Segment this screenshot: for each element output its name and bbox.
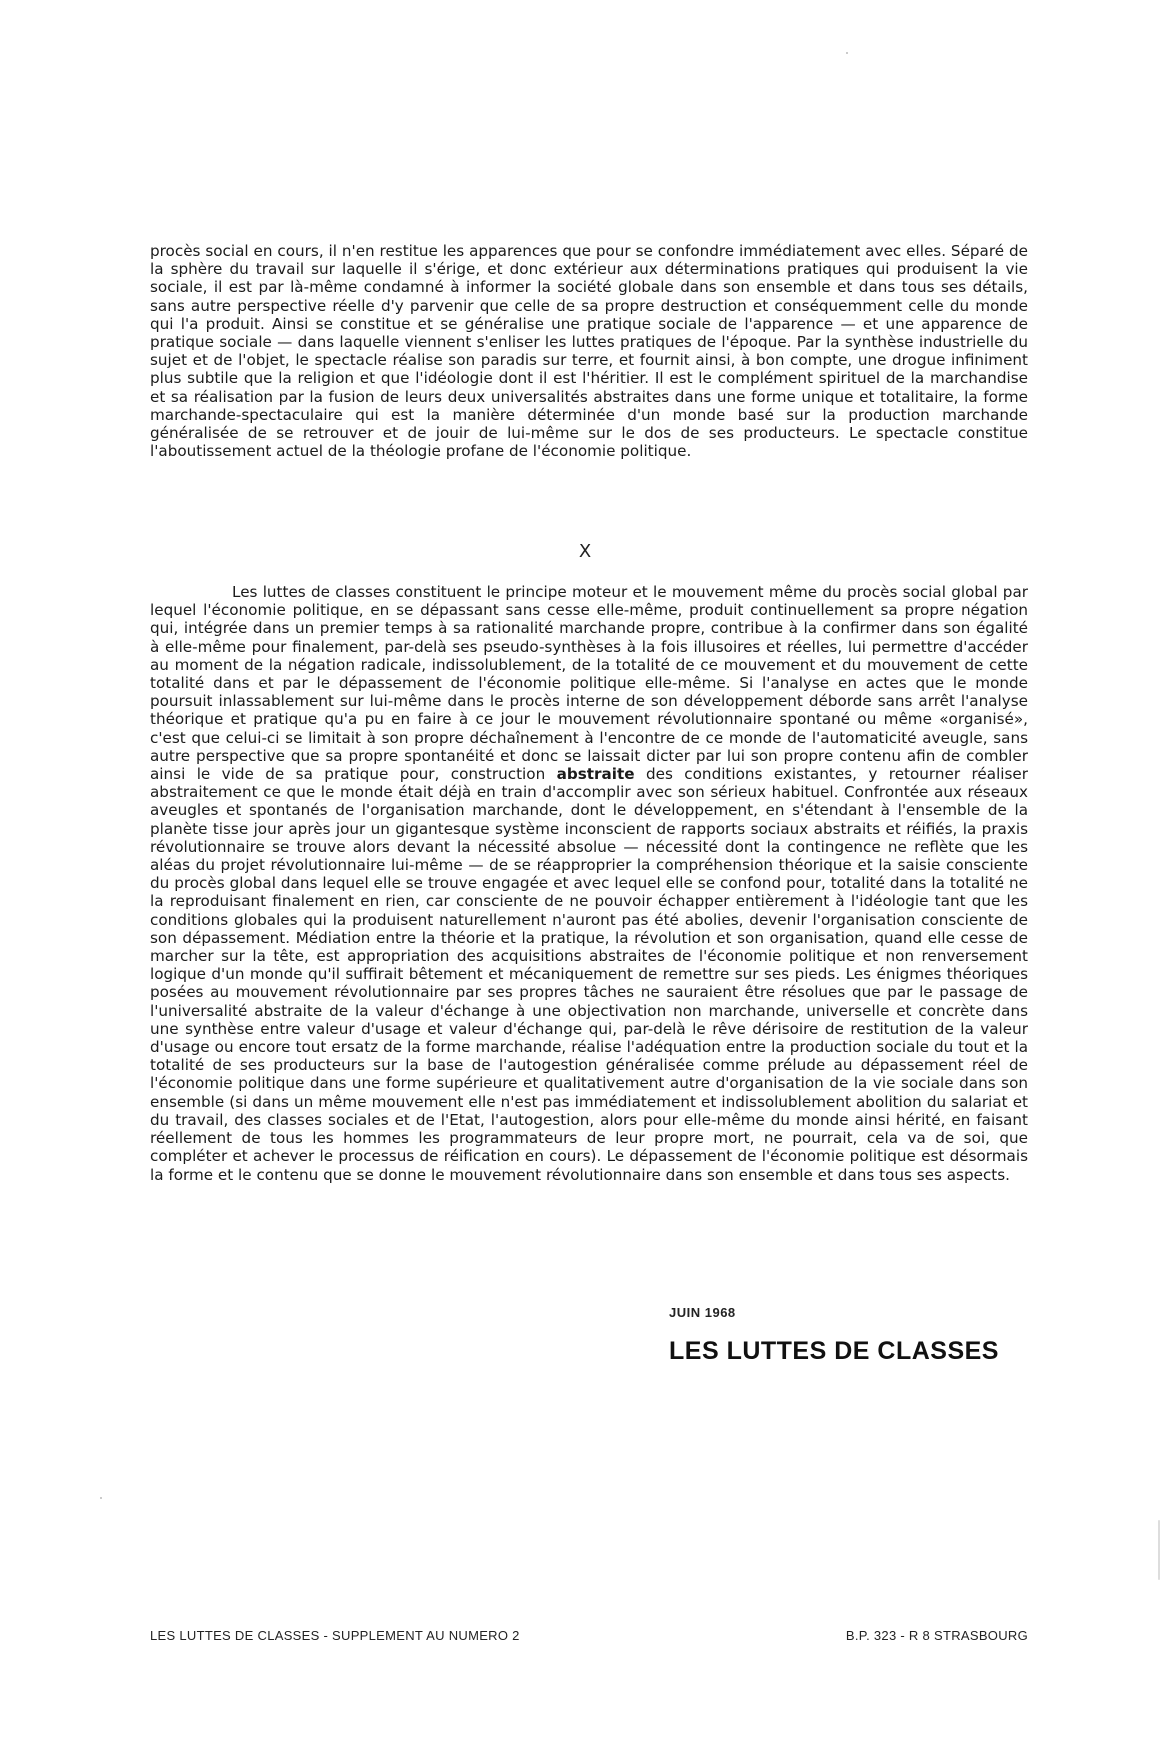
body-paragraph-1	[150, 242, 1028, 460]
scan-speck	[846, 52, 848, 54]
section-heading: X	[578, 541, 592, 562]
paragraph-2-emphasis: abstraite	[556, 765, 635, 784]
paragraph-2-part-a: Les luttes de classes constituent le principe moteur et le mouvement même du procès social global par lequel l'économie politique, en se dépassant sans cesse elle-même, produit continuellement sa propre négation qui, intégrée dans un premier temps à sa rationalité marchande propre, contribue à la confirmer dans son égalité à elle-même pour finalement, par-delà ses pseudo-synthèses à la fois illusoires et réelles, lui permettre d'accéder au moment de la négation radicale, indissolublement, de la totalité de ce mouvement et du mouvement de cette totalité dans et par le dépassement de l'économie politique elle-même. Si l'analyse en actes que le monde poursuit inlassablement sur lui-même dans le procès interne de son développement déborde sans arrêt l'analyse théorique et pratique qu'a pu en faire à ce jour le mouvement révolutionnaire spontané ou même «organisé», c'est que celui-ci se limitait à son propre déchaînement à l'encontre de ce monde de l'automaticité aveugle, sans autre perspective que sa propre spontanéité et donc se laissait dicter par lui son propre contenu afin de combler ainsi le vide de sa pratique pour, construction	[150, 583, 1028, 784]
signature-title: LES LUTTES DE CLASSES	[669, 1337, 999, 1365]
footer-publication: LES LUTTES DE CLASSES - SUPPLEMENT AU NUMERO 2	[150, 1628, 520, 1643]
body-paragraph-2	[150, 583, 1028, 1184]
paragraph-2-text	[150, 583, 1028, 1184]
paragraph-2-part-b: des conditions existantes, y retourner réaliser abstraitement ce que le monde était déjà en train d'accomplir avec son sérieux habituel. Confrontée aux réseaux aveugles et spontanés de l'organisation marchande, dont le développement, en s'étendant à l'ensemble de la planète tisse jour après jour un gigantesque système inconscient de rapports sociaux abstraits et réifiés, la praxis révolutionnaire se trouve alors devant la nécessité absolue — nécessité dont la contingence ne reflète que les aléas du projet révolutionnaire lui-même — de se réapproprier la compréhension théorique et la saisie consciente du procès global dans lequel elle se trouve engagée et avec lequel elle se confond pour, totalité dans la totalité ne la reproduisant finalement en rien, car consciente de ne pouvoir échapper entièrement à l'idéologie tant que les conditions globales qui la produisent naturellement n'auront pas été abolies, devenir l'organisation consciente de son dépassement. Médiation entre la théorie et la pratique, la révolution et son organisation, quand elle cesse de marcher sur la tête, est appropriation des acquisitions abstraites de l'économie politique et non renversement logique d'un monde qu'il suffirait bêtement et mécaniquement de remettre sur ses pieds. Les énigmes théoriques posées au mouvement révolutionnaire par ses propres tâches ne sauraient être résolues que par le passage de l'universalité abstraite de la valeur d'échange à une objectivation non marchande, universelle et concrète dans une synthèse entre valeur d'usage et valeur d'échange qui, par-delà le rêve dérisoire de restitution de la valeur d'usage ou encore tout ersatz de la forme marchande, réalise l'adéquation entre la production sociale du tout et la totalité de ses producteurs sur la base de l'autogestion généralisée comme prélude au dépassement réel de l'économie politique dans une forme supérieure et qualitativement autre d'organisation de la vie sociale dans son ensemble (si dans un même mouvement elle n'est pas immédiatement et indissolublement abolition du salariat et du travail, des classes sociales et de l'Etat, l'autogestion, alors pour elle-même du monde ainsi hérité, en faisant réellement de tous les hommes les programmateurs de leur propre mort, ne pourrait, cela va de soi, que compléter et achever le processus de réification en cours). Le dépassement de l'économie politique est désormais la forme et le contenu que se donne le mouvement révolutionnaire dans son ensemble et dans tous ses aspects.	[150, 765, 1029, 1184]
signature-date: JUIN 1968	[669, 1305, 736, 1320]
footer-address: B.P. 323 - R 8 STRASBOURG	[845, 1628, 1028, 1643]
scan-speck	[100, 1497, 102, 1499]
scan-edge-mark	[1158, 1520, 1160, 1580]
paragraph-1-text: procès social en cours, il n'en restitue les apparences que pour se confondre immédiatement avec elles. Séparé de la sphère du travail sur laquelle il s'érige, et donc extérieur aux déterminations pratiques qui produisent la vie sociale, il est par là-même condamné à informer la société globale dans son ensemble et dans tous ses détails, sans autre perspective réelle d'y parvenir que celle de sa propre destruction et conséquemment celle du monde qui l'a produit. Ainsi se constitue et se généralise une pratique sociale de l'apparence — et une apparence de pratique sociale — dans laquelle viennent s'enliser les luttes pratiques de l'époque. Par la synthèse industrielle du sujet et de l'objet, le spectacle réalise son paradis sur terre, et fournit ainsi, à bon compte, une drogue infiniment plus subtile que la religion et que l'idéologie dont il est l'héritier. Il est le complément spirituel de la marchandise et sa réalisation par la fusion de leurs deux universalités abstraites dans une forme unique et totalitaire, la forme marchande-spectaculaire qui est la manière déterminée d'un monde basé sur la production marchande généralisée de se retrouver et de jouir de lui-même sur le dos de ses producteurs. Le spectacle constitue l'aboutissement actuel de la théologie profane de l'économie politique.	[150, 242, 1028, 461]
